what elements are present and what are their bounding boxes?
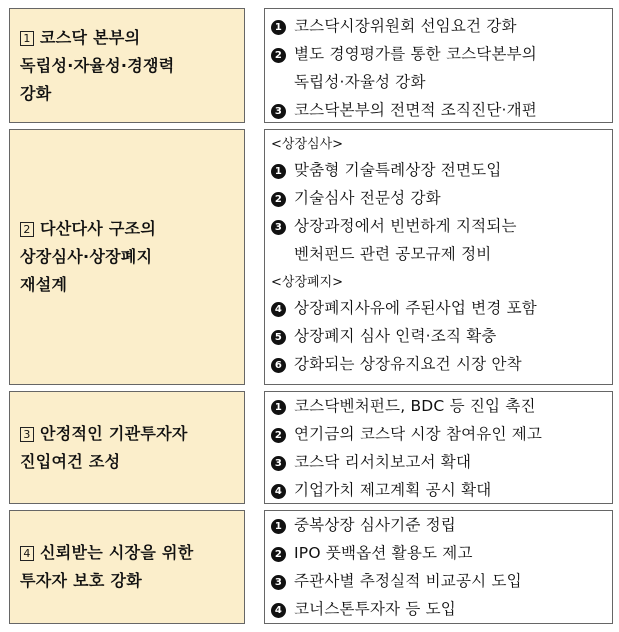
list-item: 3 코스닥 리서치보고서 확대: [271, 448, 612, 476]
section-title-line: 재설계: [20, 275, 68, 294]
section-title-line: 상장심사·상장폐지: [20, 247, 153, 266]
section-title-line: 다산다사 구조의: [40, 219, 157, 238]
circled-number-icon: 2: [271, 48, 286, 63]
circled-number-icon: 2: [271, 547, 286, 562]
circled-number-icon: 1: [271, 400, 286, 415]
section-number-box: 4: [20, 546, 34, 561]
circled-number-icon: 3: [271, 220, 286, 235]
circled-number-icon: 3: [271, 456, 286, 471]
circled-number-icon: 3: [271, 575, 286, 590]
circled-number-icon: 1: [271, 164, 286, 179]
list-item: 2 연기금의 코스닥 시장 참여유인 제고: [271, 420, 612, 448]
section-title-line: 진입여건 조성: [20, 451, 121, 471]
list-item: 1 코스닥벤처펀드, BDC 등 진입 촉진: [271, 392, 612, 420]
section-number-box: 3: [20, 427, 34, 442]
circled-number-icon: 4: [271, 603, 286, 618]
section-3-title-box: [9, 391, 245, 504]
subgroup-label: <상장폐지>: [271, 275, 344, 290]
section-1-items-box: [264, 8, 613, 123]
subgroup-label: <상장심사>: [271, 137, 344, 152]
section-number-box: 2: [20, 222, 34, 237]
list-item: 4 코너스톤투자자 등 도입: [271, 595, 612, 623]
list-item: 4 상장폐지사유에 주된사업 변경 포함: [271, 294, 612, 322]
circled-number-icon: 3: [271, 104, 286, 119]
section-1-title-box: [9, 8, 245, 123]
list-item: 1 코스닥시장위원회 선임요건 강화: [271, 12, 612, 40]
list-item: 3 상장과정에서 빈번하게 지적되는: [271, 212, 612, 240]
section-title-line: 신뢰받는 시장을 위한: [40, 543, 194, 562]
list-item-continuation: 독립성·자율성 강화: [294, 73, 426, 91]
list-item: 5 상장폐지 심사 인력·조직 확충: [271, 322, 612, 350]
circled-number-icon: 6: [271, 358, 286, 373]
section-title-line: 코스닥 본부의: [40, 27, 141, 47]
section-title-line: 독립성·자율성·경쟁력: [20, 55, 175, 75]
list-item: 2 별도 경영평가를 통한 코스닥본부의: [271, 40, 612, 68]
circled-number-icon: 4: [271, 302, 286, 317]
list-item: 1 중복상장 심사기준 정립: [271, 511, 612, 539]
circled-number-icon: 4: [271, 484, 286, 499]
list-item: 4 기업가치 제고계획 공시 확대: [271, 476, 612, 504]
section-4-title-box: [9, 510, 245, 624]
section-3-items-box: [264, 391, 613, 504]
list-item: 3 주관사별 추정실적 비교공시 도입: [271, 567, 612, 595]
list-item: 6 강화되는 상장유지요건 시장 안착: [271, 350, 612, 378]
list-item: 2 기술심사 전문성 강화: [271, 184, 612, 212]
list-item: 1 맞춤형 기술특례상장 전면도입: [271, 156, 612, 184]
list-item: 3 코스닥본부의 전면적 조직진단·개편: [271, 96, 612, 124]
circled-number-icon: 1: [271, 20, 286, 35]
section-title-line: 투자자 보호 강화: [20, 571, 143, 590]
circled-number-icon: 2: [271, 428, 286, 443]
section-title-line: 강화: [20, 83, 52, 103]
section-2-items-box: [264, 129, 613, 385]
circled-number-icon: 5: [271, 330, 286, 345]
circled-number-icon: 2: [271, 192, 286, 207]
list-item: 2 IPO 풋백옵션 활용도 제고: [271, 539, 612, 567]
circled-number-icon: 1: [271, 519, 286, 534]
section-4-items-box: [264, 510, 613, 624]
section-title-line: 안정적인 기관투자자: [40, 423, 188, 443]
list-item-continuation: 벤처펀드 관련 공모규제 정비: [294, 245, 492, 263]
section-2-title-box: [9, 129, 245, 385]
section-number-box: 1: [20, 31, 34, 46]
